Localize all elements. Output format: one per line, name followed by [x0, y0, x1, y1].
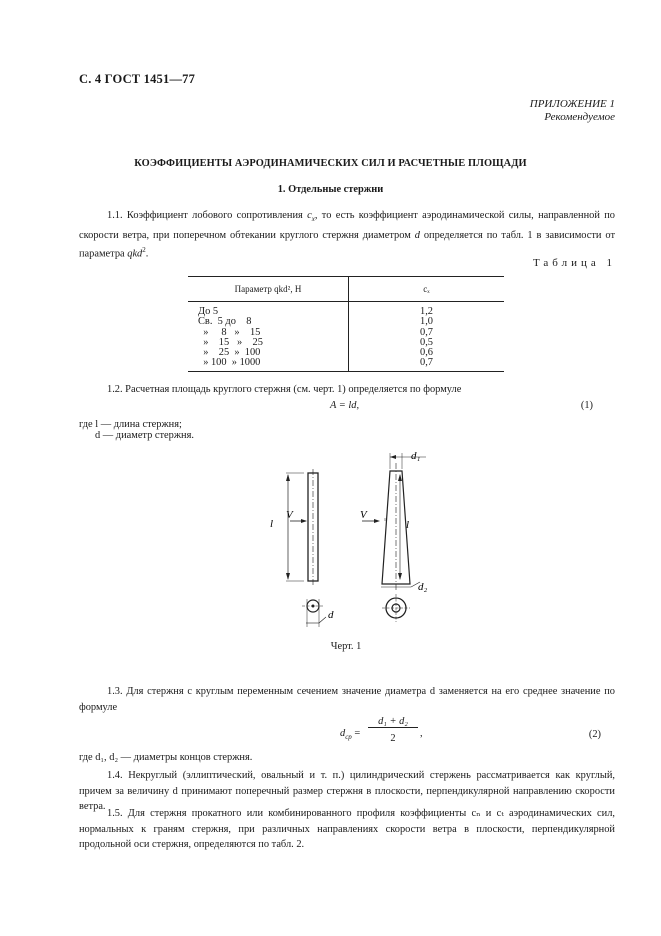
formula-1-number: (1) — [580, 400, 593, 411]
row-param: До 5 — [198, 306, 219, 317]
label-d1: d₁ — [411, 450, 421, 462]
row-param: Св. 5 до 8 — [198, 316, 252, 328]
p11-qkd: qkd — [127, 248, 143, 260]
where-l: где l — длина стержня; — [79, 419, 182, 430]
tapered-rod — [362, 453, 426, 591]
appendix-block — [530, 98, 615, 124]
row-cx: 0,7 — [349, 358, 505, 371]
row-cx: 1,2 — [349, 302, 505, 318]
paragraph-1-4: 1.4. Некруглый (эллиптический, овальный и т. п.) цилиндрический стержень рассматривается как круглый, причем за величину d принимают поперечный размер стержня в плоскости, перпендикулярной направлению скорости ветра. — [79, 770, 615, 813]
header-cx: cₓ — [349, 277, 505, 302]
formula-2-denominator: 2 — [390, 733, 396, 744]
row-param: » 25 » 100 — [198, 347, 261, 359]
appendix-label: ПРИЛОЖЕНИЕ 1 — [529, 98, 615, 110]
p11-cx: c — [307, 210, 312, 221]
p11-d: d — [414, 229, 420, 241]
cylinder-section — [302, 599, 326, 627]
formula-1: A = ld, — [330, 400, 360, 411]
row-cx: 0,7 — [349, 328, 505, 338]
p11-cx-sub: x — [311, 215, 315, 224]
label-d: d — [328, 609, 334, 621]
row-cx: 0,6 — [349, 348, 505, 358]
paragraph-1-1 — [79, 208, 615, 262]
p11-text-b: , то есть коэффициент аэродинамической силы, направленной по скорости ветра, при поперечном обтекании круглого стержня диаметром — [79, 210, 615, 241]
paragraph-1-3: 1.3. Для стержня с круглым переменным сечением значение диаметра d заменяется на его среднее значение по формуле — [79, 686, 615, 713]
paragraph-1-2: 1.2. Расчетная площадь круглого стержня (см. черт. 1) определяется по формуле — [107, 384, 462, 395]
tapered-section — [382, 594, 410, 622]
cylinder-rod — [286, 469, 318, 585]
figure-caption: Черт. 1 — [330, 641, 362, 652]
formula-2-lhs: $d_{ср}$ = — [340, 728, 361, 742]
formula-2-number: (2) — [588, 729, 601, 740]
paragraph-1-5: 1.5. Для стержня прокатного или комбинированного профиля коэффициенты cₙ и cₜ аэродинамических сил, нормальных к граням стержня, при различных направлениях скорости ветра в плоскости, перпендикулярной продольной оси стержня, определяются по табл. 2. — [79, 808, 615, 851]
label-d2: d₂ — [418, 581, 428, 593]
label-l-left: l — [270, 518, 274, 530]
table-1 — [188, 276, 504, 372]
header-param: Параметр qkd², Н — [188, 277, 349, 302]
figure-1 — [240, 445, 440, 635]
formula-2-tail: , — [420, 728, 423, 739]
label-v-right: V — [360, 509, 367, 521]
formula-2-numerator: d₁ + d₂ — [368, 716, 418, 728]
p11-text-c: определяется по табл. 1 в зависимости от параметра — [79, 229, 615, 260]
label-v-left: V — [286, 509, 293, 521]
table-caption: Таблица 1 — [532, 257, 616, 269]
row-cx: 0,5 — [349, 338, 505, 348]
page-header: С. 4 ГОСТ 1451—77 — [79, 72, 196, 86]
table-header-row — [188, 277, 504, 302]
appendix-status: Рекомендуемое — [544, 111, 615, 123]
row-param: » 8 » 15 — [198, 326, 261, 338]
table-row — [188, 358, 504, 371]
row-cx: 1,0 — [349, 317, 505, 327]
formula-2-sub: ср — [345, 733, 352, 742]
label-l-right: l — [406, 519, 410, 531]
section-heading: 1. Отдельные стержни — [277, 184, 384, 195]
p11-end: . — [145, 248, 149, 260]
p11-sup: 2 — [142, 246, 146, 255]
p11-text-a: 1.1. Коэффициент лобового сопротивления — [107, 210, 308, 221]
document-title: КОЭФФИЦИЕНТЫ АЭРОДИНАМИЧЕСКИХ СИЛ И РАСЧЕТНЫЕ ПЛОЩАДИ — [134, 158, 527, 169]
where-d: d — диаметр стержня. — [95, 430, 194, 441]
table-row — [188, 302, 504, 318]
where-d1-d2: где d₁, d₂ — диаметры концов стержня. — [79, 752, 253, 763]
row-param: » 100 » 1000 — [188, 358, 349, 371]
row-param: » 15 » 25 — [198, 336, 263, 348]
formula-2-d: d — [340, 728, 346, 739]
